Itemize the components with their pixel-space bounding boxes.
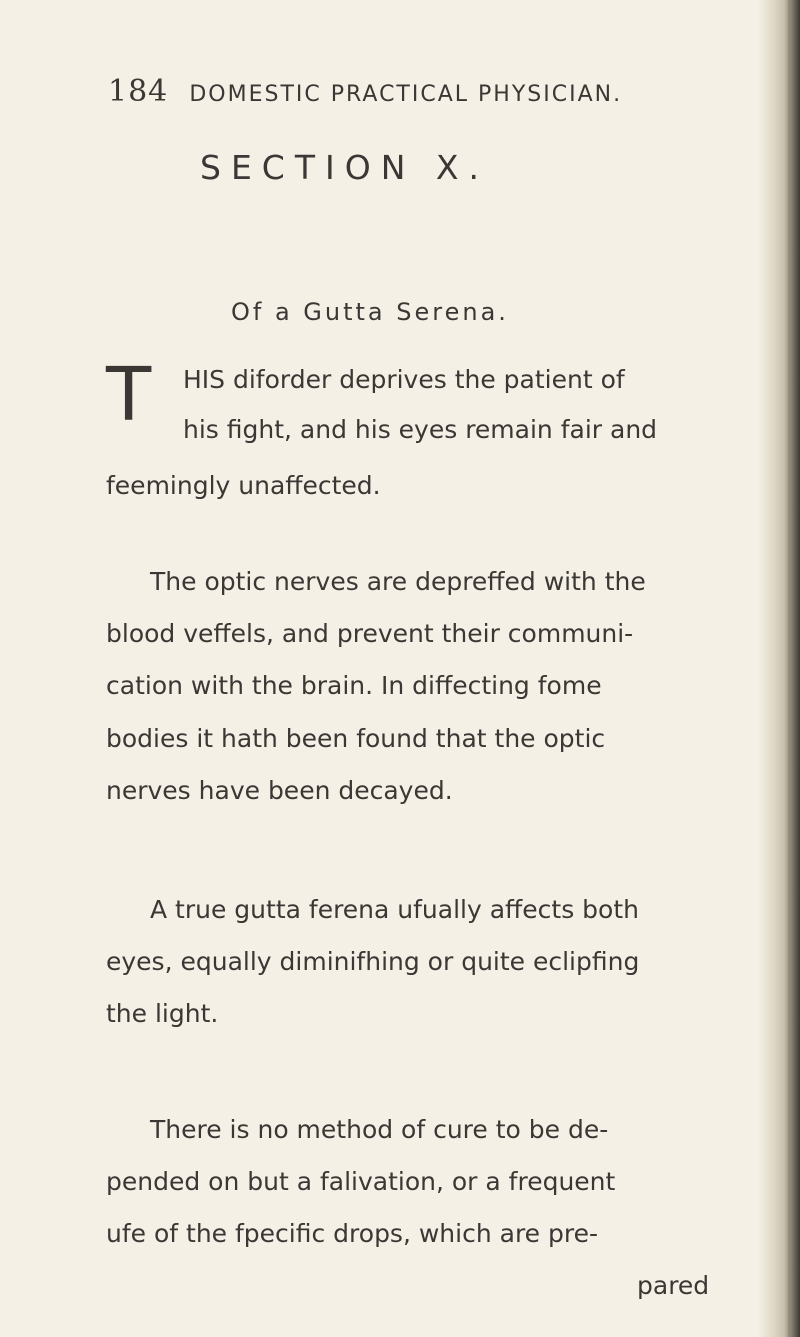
page-edge-line — [788, 0, 790, 1337]
paragraph-4-line: There is no method of cure to be de- — [150, 1115, 609, 1144]
paragraph-1-line: his fight, and his eyes remain fair and — [183, 415, 658, 444]
paragraph-2-line: bodies it hath been found that the optic — [106, 724, 606, 753]
paragraph-3-line: eyes, equally diminifhing or quite eclipfing — [106, 947, 640, 976]
section-heading: SECTION X. — [200, 148, 489, 187]
drop-cap: T — [106, 352, 152, 438]
catchword: pared — [637, 1271, 710, 1300]
page-header — [108, 74, 622, 109]
paragraph-1-line: feemingly unaffected. — [106, 471, 381, 500]
paragraph-2-line: blood veffels, and prevent their communi- — [106, 619, 634, 648]
page-binding-shadow — [758, 0, 800, 1337]
paragraph-2-line: cation with the brain. In diffecting fome — [106, 671, 602, 700]
paragraph-1-line: HIS diforder deprives the patient of — [183, 365, 625, 394]
paragraph-3-line: the light. — [106, 999, 219, 1028]
paragraph-4-line: pended on but a falivation, or a frequent — [106, 1167, 616, 1196]
paragraph-3-line: A true gutta ferena ufually affects both — [150, 895, 639, 924]
page-number: 184 — [108, 74, 169, 109]
paragraph-2-line: The optic nerves are depreffed with the — [150, 567, 646, 596]
running-head: DOMESTIC PRACTICAL PHYSICIAN. — [189, 82, 623, 107]
paragraph-2-line: nerves have been decayed. — [106, 776, 453, 805]
paragraph-4-line: ufe of the fpecific drops, which are pre- — [106, 1219, 599, 1248]
section-subtitle: Of a Gutta Serena. — [231, 298, 509, 326]
